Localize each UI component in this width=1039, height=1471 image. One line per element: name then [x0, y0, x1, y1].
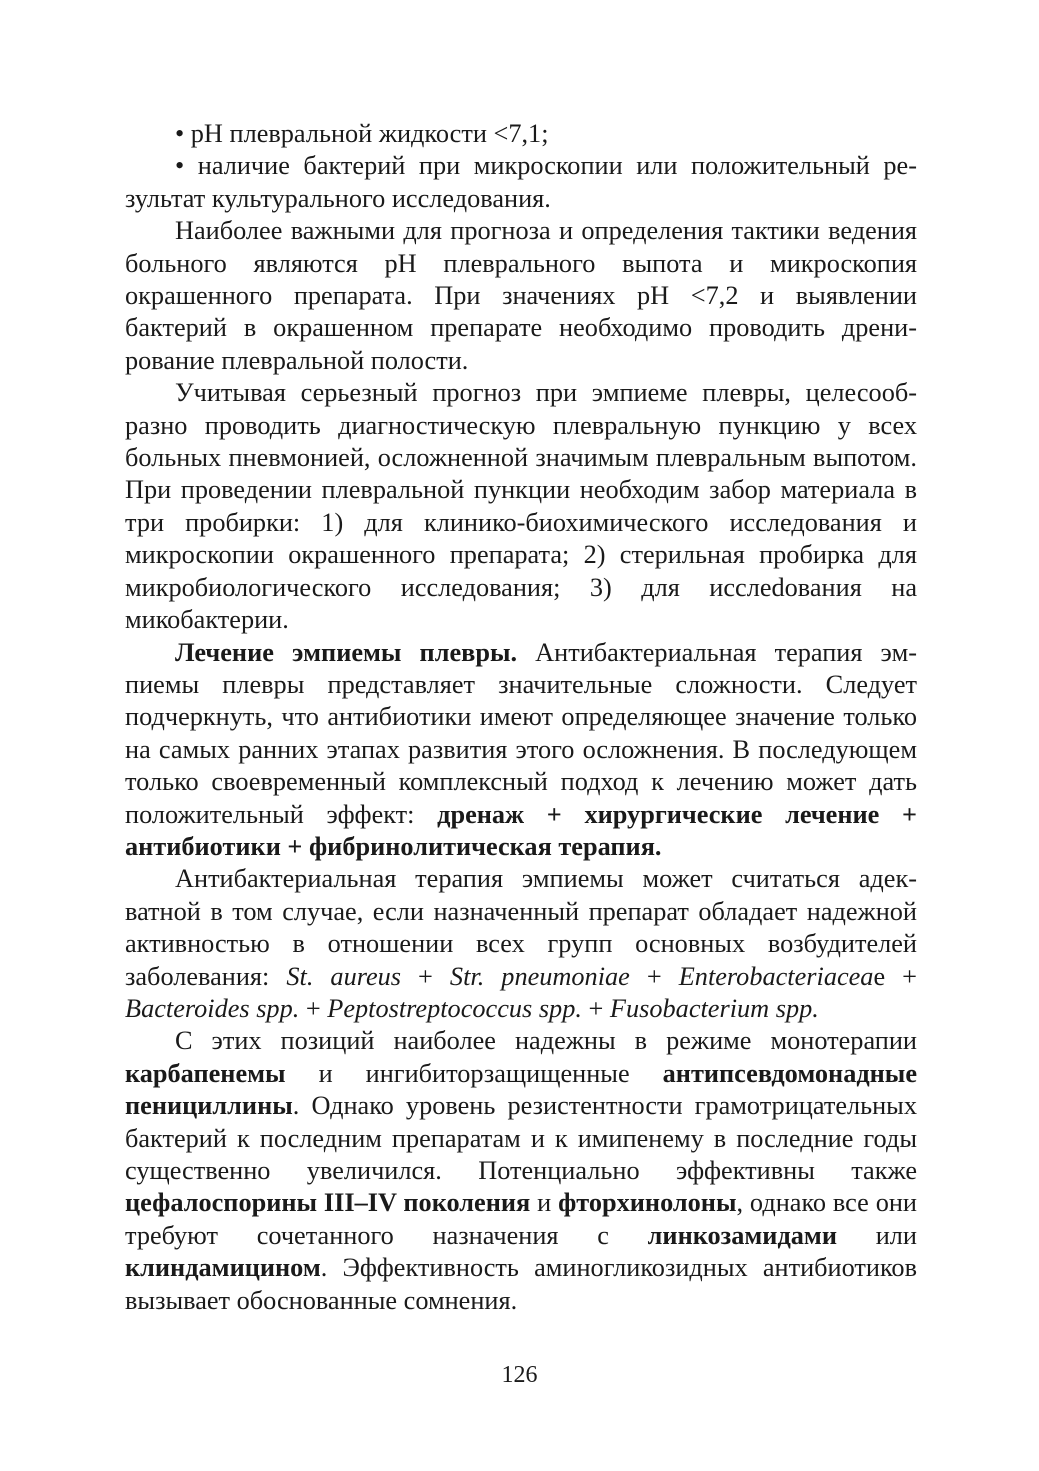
- bold-term: антипсевдомонадные пенициллины: [125, 1058, 917, 1121]
- text-run: . Однако уровень резистентности грамотрицательных бактерий к последним препаратам и к имипенему в последние годы существенно увеличился. Потенциально эффективны также: [125, 1091, 917, 1185]
- text-run: +: [401, 961, 450, 991]
- body-paragraph: [125, 637, 917, 864]
- text-run: и ингибиторзащищенные: [285, 1058, 663, 1088]
- italic-term: St. aureus: [286, 961, 402, 991]
- text-run: • наличие бактерий при микроскопии или положительный результат культурального исследования.: [125, 151, 917, 213]
- italic-term: Str. pneumoniae: [449, 961, 630, 991]
- body-paragraph: [125, 1025, 917, 1317]
- bold-term: цефалоспорины III–IV поколения: [125, 1188, 531, 1218]
- bold-term: линкозамидами: [647, 1220, 837, 1250]
- text-run: +: [299, 993, 328, 1023]
- bold-term: клиндамицином: [125, 1253, 321, 1283]
- italic-term: Bacteroides spp.: [125, 993, 300, 1023]
- text-run: Учитывая серьезный прогноз при эмпиеме плевры, целесообразно проводить диагностическую плевральную пункцию у всех больных пневмонией, осложненной значимым плевральным выпотом. При проведении плевральной пункции необходим забор материала в три пробирки: 1) для клинико-биохимического исследования и микроскопии окрашенного препарата; 2) стерильная пробирка для микробиологического исследования; 3) для исслеdования на микобактерии.: [125, 378, 917, 635]
- text-run: . Эффективность аминогликозидных антибиотиков вызывает обоснованные сомнения.: [125, 1253, 917, 1315]
- body-paragraph: [125, 377, 917, 636]
- text-run: С этих позиций наиболее надежны в режиме монотерапии: [175, 1026, 917, 1056]
- bullet-item: [125, 150, 917, 215]
- bold-term: фторхинолоны: [558, 1188, 737, 1218]
- bullet-item: [125, 118, 917, 150]
- text-run: • pH плевральной жидкости <7,1;: [175, 119, 549, 148]
- text-run: или: [836, 1220, 917, 1250]
- bold-term: дренаж + хирургические лечение + антибиотики + фибринолитическая терапия.: [125, 799, 917, 861]
- italic-term: Fusobacterium spp.: [609, 993, 819, 1023]
- text-run: +: [581, 993, 610, 1023]
- body-paragraph: [125, 215, 917, 377]
- text-run: Наиболее важными для прогноза и определения тактики ведения больного являются pH плеврального выпота и микроскопия окрашенного препарата. При значениях pH <7,2 и выявлении бактерий в окрашенном препарате необходимо проводить дренирование плевральной полости.: [125, 216, 917, 375]
- bold-term: Лечение эмпиемы плевры.: [175, 637, 518, 667]
- page-body: [125, 118, 917, 1317]
- text-run: , однако все они требуют сочетанного назначения с: [125, 1188, 917, 1250]
- text-run: +: [629, 961, 679, 991]
- text-run: e +: [873, 961, 918, 991]
- bold-term: карбапенемы: [125, 1058, 286, 1088]
- body-paragraph: [125, 863, 917, 1025]
- text-run: Антибактериальная терапия эмпиемы может считаться адекватной в том случае, если назначенный препарат обладает надежной активностью в отношении всех групп основных возбудителей заболевания:: [125, 864, 917, 991]
- italic-term: Peptostreptococcus spp.: [327, 993, 582, 1023]
- italic-term: Enterobacteriacea: [678, 961, 874, 991]
- text-run: и: [530, 1188, 559, 1218]
- page-number: 126: [501, 1362, 538, 1388]
- text-run: Антибактериальная терапия эмпиемы плевры представляет значительные сложности. Следует подчеркнуть, что антибиотики имеют определяющее значение только на самых ранних этапах развития этого осложнения. В последующем только своевременный комплексный подход к лечению может дать положительный эффект:: [125, 637, 918, 829]
